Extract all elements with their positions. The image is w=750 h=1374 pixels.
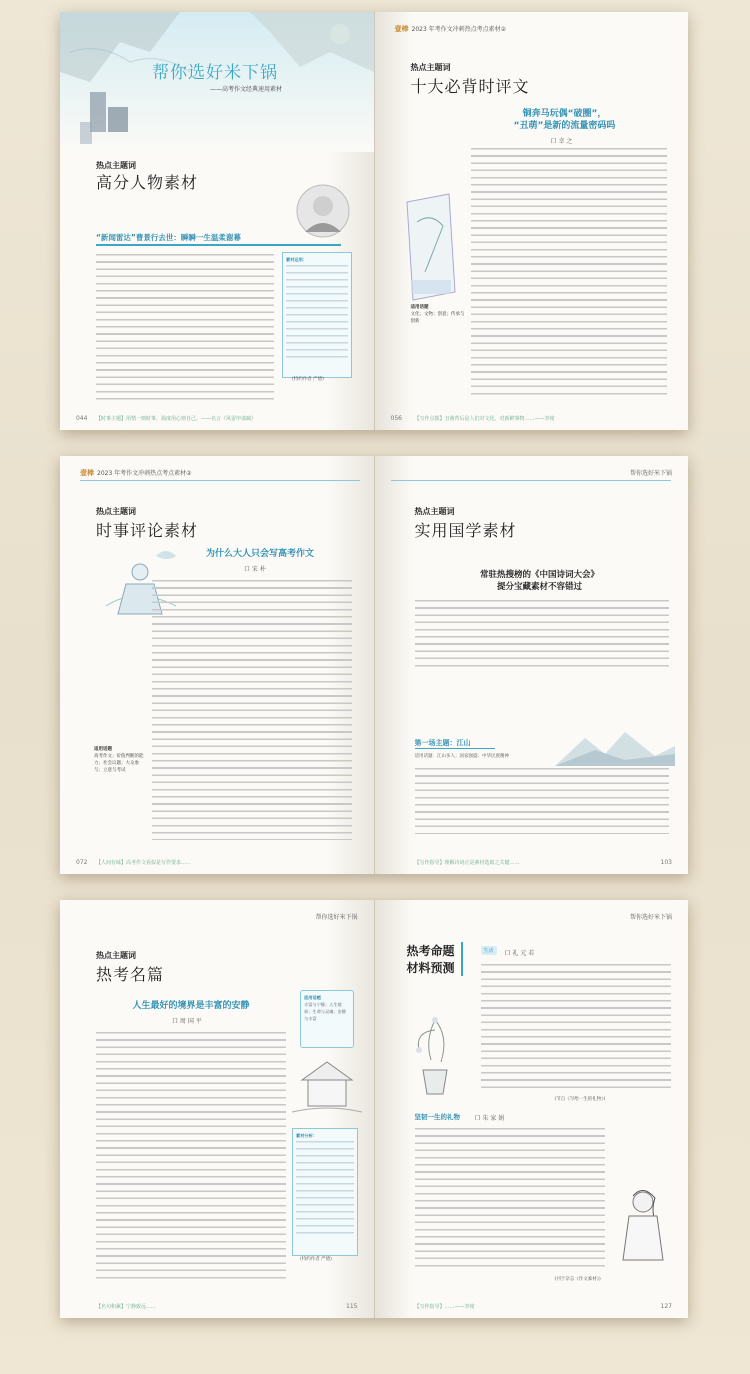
title-underline (96, 244, 341, 246)
page-072 (60, 456, 375, 874)
spread-3 (60, 900, 688, 1318)
page-footer: 【写作点拨】丑萌背后是人们对文化、对新鲜事物……——李铭 (414, 416, 555, 422)
topic-text: 丰富与宁静；人生境界；生命与灵魂；安静与丰富 (304, 1002, 346, 1021)
sidebox-note: (特约作者 严德) (300, 1257, 332, 1262)
feature-subtitle: ——高考作文经典速用素材 (210, 86, 283, 93)
sidebox-title: 素材运用： (286, 257, 307, 262)
hot-label: 热点主题词 (410, 63, 451, 72)
pavilion-illustration (292, 1050, 362, 1120)
topic-label: 适用话题 (94, 747, 112, 752)
hot-label: 热点主题词 (414, 507, 455, 516)
ikebana-vase-illustration (405, 1010, 465, 1100)
header-rule (391, 480, 671, 481)
section-title-line-1: 热考命题 (406, 944, 455, 958)
article-title: 人生最好的境界是丰富的安静 (132, 1001, 250, 1011)
page-115 (60, 900, 375, 1318)
brand-logo: 壹棒 (80, 469, 94, 477)
page-number: 072 (76, 859, 88, 866)
running-header: 帮你选好米下锅 (629, 914, 672, 921)
article-body (471, 146, 667, 396)
sidebox-lines (286, 263, 348, 359)
mountain-landscape-illustration (555, 726, 675, 766)
running-header-text: 2023 年考作文冲刺热点考点素材② (97, 470, 192, 477)
page-number: 103 (660, 859, 672, 866)
hot-label: 热点主题词 (96, 161, 136, 170)
section-title: 实用国学素材 (414, 521, 517, 540)
topic-text: 文化；文物；创意；传承与创新 (410, 312, 465, 324)
sub-topic-author-1: 口 礼 元 若 (504, 950, 535, 957)
running-header (395, 24, 507, 34)
running-header: 帮你选好米下锅 (315, 914, 358, 921)
article-title: “新闻雷达”曹景行去世：瞬瞬一生温柔谢幕 (96, 233, 241, 242)
spread-2 (60, 456, 688, 874)
article-title-line-2: 提分宝藏素材不容错过 (496, 582, 582, 592)
topic-label: 适用话题 (410, 305, 429, 310)
article-body (152, 578, 352, 840)
applicable-topics (411, 304, 465, 325)
article-title-line-2: “丑萌”是新的流量密码吗 (513, 121, 616, 131)
article-author: 口 周 国 平 (172, 1018, 202, 1025)
page-number: 127 (660, 1303, 672, 1310)
source-note-2: (刊于杂志《作文素材》) (554, 1277, 601, 1282)
article-body-2 (415, 1126, 605, 1272)
page-footer: 【时事主题】用情一则时事，温度用心则自己。——名言《风雷申请疏》 (96, 416, 257, 422)
sidebox-title: 素材分析： (296, 1133, 317, 1138)
page-056 (375, 12, 689, 430)
section-title: 十大必背时评文 (410, 77, 530, 96)
page-number: 044 (76, 415, 88, 422)
topic-text: 高考作文；价值判断的能力；社会议题；大众参与；立意与考试 (94, 754, 144, 773)
running-header (80, 468, 192, 478)
sub-topic-underline (415, 748, 495, 749)
section-title: 高分人物素材 (96, 173, 199, 192)
section-title-line-2: 材料预测 (406, 961, 455, 975)
sub-topic-author-2: 口 朱 家 娟 (474, 1115, 505, 1122)
cultural-relic-illustration (403, 192, 459, 302)
applicable-topics (94, 746, 146, 774)
running-header: 帮你选好米下锅 (629, 470, 672, 477)
page-number: 115 (346, 1303, 358, 1310)
page-footer: 【写作指导】理解诗词正是素材选取之关键…… (414, 860, 520, 866)
article-title: 为什么大人只会写高考作文 (205, 549, 314, 559)
article-author: 口 宋 朴 (244, 566, 266, 573)
article-title-line-1: 铜奔马玩偶“破圈”， (522, 109, 607, 119)
spread-1 (60, 12, 688, 430)
hot-label: 热点主题词 (96, 507, 136, 516)
sub-topic-title-2: 坚韧一生的礼物 (414, 1113, 460, 1121)
sitting-girl-illustration (611, 1180, 675, 1270)
topic-box (300, 990, 354, 1048)
material-use-box (282, 252, 352, 378)
article-intro (415, 598, 669, 668)
sub-topic-note: 适用话题：江山多人；国家强盛；中华民族精神 (414, 754, 509, 759)
page-footer: 【名句积累】宁静致远…… (96, 1304, 157, 1310)
section-title-box (407, 942, 463, 976)
feature-title: 帮你选好米下锅 (152, 63, 278, 83)
brand-logo: 壹棒 (394, 25, 409, 33)
article-body-1 (481, 962, 671, 1092)
article-body (96, 252, 274, 402)
article-author: 口 幸 之 (550, 138, 573, 145)
section-title: 时事评论素材 (96, 521, 199, 540)
topic-label: 适用话题 (304, 995, 321, 1000)
page-footer: 【人间有味】高考作文看似是写作要求…… (96, 860, 192, 866)
page-103 (375, 456, 689, 874)
sidebox-lines (296, 1139, 354, 1237)
hot-label: 热点主题词 (96, 951, 136, 960)
article-title-line-1: 常驻热搜榜的《中国诗词大会》 (479, 570, 599, 580)
header-rule (80, 480, 360, 481)
article-body (96, 1030, 286, 1284)
page-footer: 【写作指导】……——李铭 (414, 1304, 475, 1310)
section-title: 热考名篇 (96, 965, 165, 984)
page-044 (60, 12, 375, 430)
page-number: 056 (390, 415, 402, 422)
sub-topic-title: 第一场主题：江山 (414, 739, 471, 747)
sidebox-note: (特约作者 严德) (292, 377, 324, 382)
page-127 (375, 900, 689, 1318)
article-body (415, 766, 669, 834)
material-analysis-box (292, 1128, 358, 1256)
source-note-1: (节自《写给一生的礼物》) (554, 1097, 606, 1102)
sub-topic-title-1: 生活 (481, 946, 497, 955)
running-header-text: 2023 年考作文冲刺热点考点素材② (411, 26, 507, 33)
portrait-photo (296, 184, 350, 238)
